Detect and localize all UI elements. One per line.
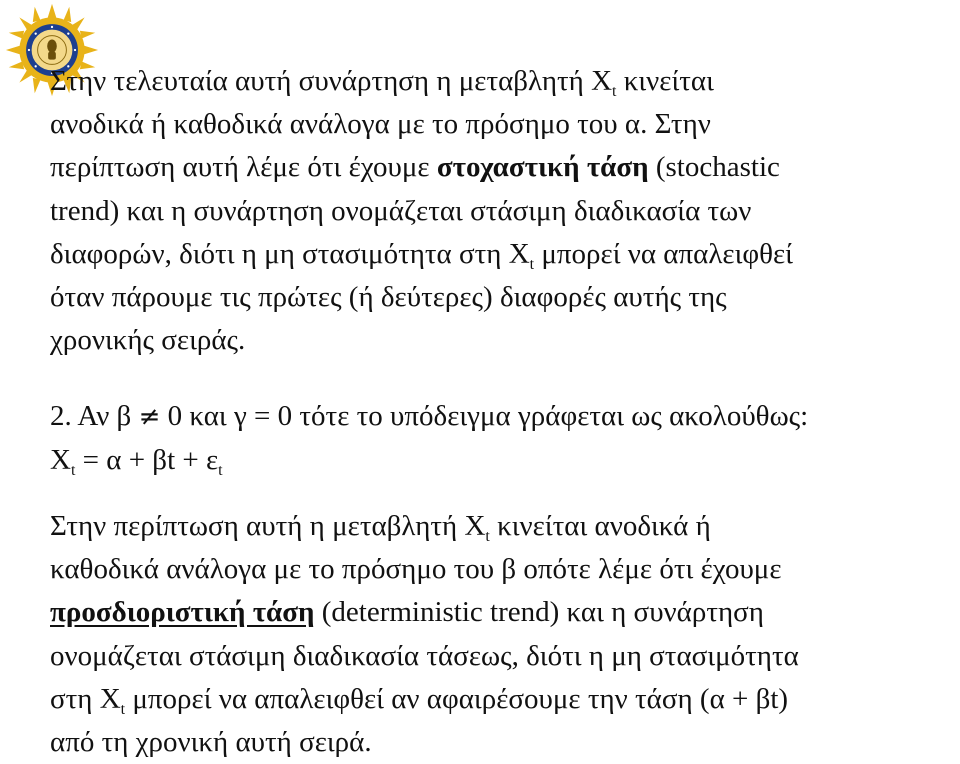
text-line: από τη χρονική αυτή σειρά.	[50, 726, 372, 759]
text-line: περίπτωση αυτή λέμε ότι έχουμε στοχαστική τάση (stochastic	[50, 151, 780, 184]
text-line: ονομάζεται στάσιμη διαδικασία τάσεως, διότι η μη στασιμότητα	[50, 639, 799, 672]
text-line: προσδιοριστική τάση (deterministic trend) και η συνάρτηση	[50, 596, 764, 629]
paragraph-case-2	[50, 395, 808, 482]
text-line: διαφορών, διότι η μη στασιμότητα στη $X_t$ μπορεί να απαλειφθεί	[50, 237, 793, 273]
text-line: χρονικής σειράς.	[50, 324, 246, 357]
text-line: ανοδικά ή καθοδικά ανάλογα με το πρόσημο του α. Στην	[50, 108, 711, 141]
text-line: Στην τελευταία αυτή συνάρτηση η μεταβλητή $X_t$ κινείται	[50, 65, 714, 100]
paragraph-stochastic-trend	[50, 60, 793, 362]
text-line: 2. Αν β ≠ 0 και γ = 0 τότε το υπόδειγμα γράφεται ως ακολούθως:	[50, 400, 809, 432]
stochastic-trend-term: στοχαστική τάση	[436, 151, 649, 184]
deterministic-trend-term: προσδιοριστική τάση	[50, 596, 315, 629]
text-line: καθοδικά ανάλογα με το πρόσημο του β οπότε λέμε ότι έχουμε	[50, 553, 782, 586]
equation-line: $X_t = \alpha + \beta t + \varepsilon_t$	[50, 444, 223, 480]
text-line: στη $X_t$ μπορεί να απαλειφθεί αν αφαιρέσουμε την τάση (α + βt)	[50, 682, 789, 718]
text-line: Στην περίπτωση αυτή η μεταβλητή $X_t$ κινείται ανοδικά ή	[50, 510, 711, 545]
text-line: όταν πάρουμε τις πρώτες (ή δεύτερες) διαφορές αυτής της	[50, 281, 727, 314]
not-equal-symbol: ≠	[138, 402, 161, 432]
paragraph-deterministic-trend	[50, 505, 799, 764]
text-line: trend) και η συνάρτηση ονομάζεται στάσιμη διαδικασία των	[50, 194, 752, 227]
